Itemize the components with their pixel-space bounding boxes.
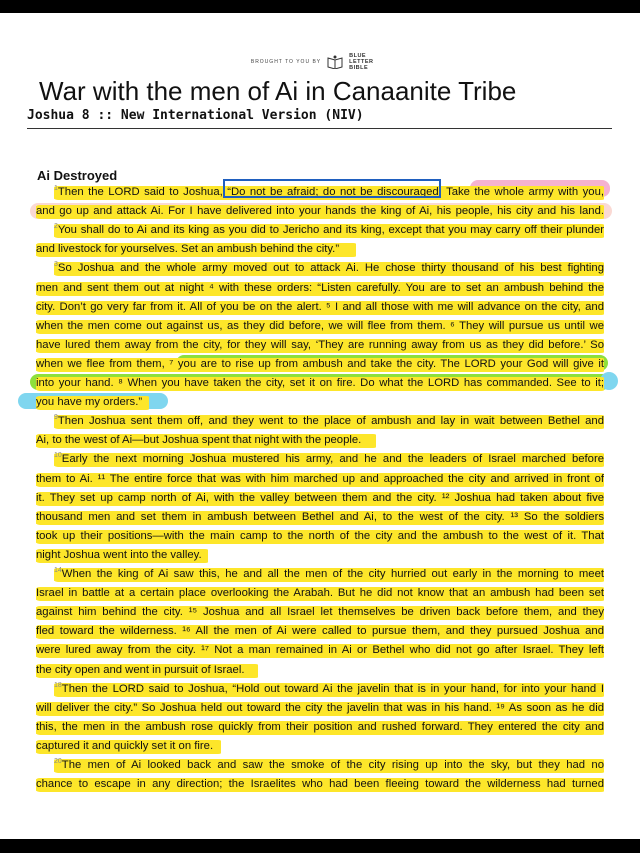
verse-text xyxy=(36,605,604,620)
verse-words: when we flee from them, ⁷ you are to rise up from ambush and take the city. The LORD your God will give it xyxy=(36,357,604,370)
verse-text xyxy=(54,758,604,773)
verse-words: Early the next morning Joshua mustered his army, and he and the leaders of Israel marched before xyxy=(61,453,604,466)
verse-line xyxy=(36,624,604,639)
verse-line xyxy=(36,739,221,754)
verse-line xyxy=(36,472,604,487)
verse-line xyxy=(36,643,604,658)
verse-words: Then the LORD said to Joshua, “Do not be afraid; do not be discouraged. Take the whole army with you, xyxy=(57,186,604,198)
verse-line xyxy=(36,357,604,372)
verse-text xyxy=(36,300,604,315)
verse-text xyxy=(36,491,604,506)
verse-line xyxy=(36,777,604,792)
verse-text xyxy=(36,357,604,372)
verse-words: When the king of Ai saw this, he and all the men of the city hurried out early in the morning to meet xyxy=(61,568,604,580)
verse-line xyxy=(36,395,149,410)
verse-words: you have my orders.” xyxy=(36,396,143,409)
verse-line xyxy=(36,605,604,620)
verse-line xyxy=(54,261,604,276)
verse-line xyxy=(36,433,376,448)
verse-words: against him behind the city. ¹⁵ Joshua and all Israel let themselves be driven back before them, and they xyxy=(36,606,604,619)
verse-line xyxy=(36,510,604,525)
verse-words: city. Don’t go very far from it. All of you be on the alert. ⁵ I and all those with me will advance on the city, and xyxy=(36,300,604,313)
page-title: War with the men of Ai in Canaanite Tribe xyxy=(39,76,517,106)
verse-text xyxy=(36,338,604,353)
verse-number: 10 xyxy=(54,452,62,460)
verse-words: and livestock for yourselves. Set an ambush behind the city.” xyxy=(36,243,340,256)
verse-line xyxy=(36,720,604,735)
verse-text xyxy=(54,223,604,238)
verse-text xyxy=(36,319,604,334)
verse-line xyxy=(36,663,258,678)
boxed-phrase-outline xyxy=(223,179,441,198)
verse-line xyxy=(36,529,604,544)
verse-words: have lured them away from the city, for they will say, ‘They are running away from us as they did before.’ So xyxy=(36,338,604,351)
verse-text xyxy=(54,682,604,697)
verse-line xyxy=(36,281,604,296)
verse-text xyxy=(36,510,604,525)
verse-words: So Joshua and the whole army moved out to attack Ai. He chose thirty thousand of his best fighting xyxy=(57,262,604,275)
verse-text xyxy=(36,663,258,678)
verse-text xyxy=(54,261,604,276)
verse-number: 2 xyxy=(54,223,58,231)
section-heading: Ai Destroyed xyxy=(37,168,118,183)
verse-text xyxy=(36,586,604,601)
verse-words: Then Joshua sent them off, and they went to the place of ambush and lay in wait between Bethel and xyxy=(57,415,604,428)
verse-number: 9 xyxy=(54,414,58,422)
verse-text xyxy=(36,204,604,219)
verse-words: You shall do to Ai and its king as you did to Jericho and its king, except that you may carry off their plunder xyxy=(57,224,604,237)
verse-words: were lured away from the city. ¹⁷ Not a man remained in Ai or Bethel who did not go after Israel. They left xyxy=(36,644,604,657)
verse-number: 3 xyxy=(54,261,58,269)
verse-line xyxy=(36,338,604,353)
verse-words: took up their positions—with the main camp to the north of the city and the ambush to the west of it. That xyxy=(36,529,604,542)
verse-text xyxy=(36,529,604,544)
verse-words: this, the men in the ambush rose quickly from their position and rushed forward. They entered the city and xyxy=(36,720,604,733)
verse-text xyxy=(36,548,208,563)
verse-number: 18 xyxy=(54,681,62,689)
verse-words: The men of Ai looked back and saw the smoke of the city rising up into the sky, but they had no xyxy=(61,759,604,771)
verse-words: night Joshua went into the valley. xyxy=(36,548,202,561)
verse-words: thousand men and set them in ambush between Bethel and Ai, to the west of the city. ¹³ So the soldiers xyxy=(36,510,604,523)
verse-text xyxy=(36,624,604,639)
verse-line xyxy=(36,319,604,334)
verse-text xyxy=(36,720,604,735)
verse-number: 1 xyxy=(54,185,58,192)
verse-line xyxy=(36,300,604,315)
verse-words: Ai, to the west of Ai—but Joshua spent that night with the people. xyxy=(36,434,362,447)
verse-line xyxy=(54,567,604,582)
verse-line xyxy=(36,548,208,563)
verse-text xyxy=(54,452,604,467)
verse-line xyxy=(54,414,604,429)
verse-words: captured it and quickly set it on fire. xyxy=(36,739,214,752)
verse-words: men and sent them out at night ⁴ with these orders: “Listen carefully. You are to set an ambush behind the xyxy=(36,281,604,294)
verse-words: it. They set up camp north of Ai, with the valley between them and the city. ¹² Joshua had taken about five xyxy=(36,491,604,504)
verse-text xyxy=(36,395,149,410)
verse-text xyxy=(36,472,604,487)
verse-words: into your hand. ⁸ When you have taken the city, set it on fire. Do what the LORD has commanded. See to it; xyxy=(36,377,604,389)
verse-line xyxy=(36,586,604,601)
verse-line xyxy=(54,682,604,697)
verse-line xyxy=(36,491,604,506)
verse-words: Then the LORD said to Joshua, “Hold out toward Ai the javelin that is in your hand, for into your hand I xyxy=(61,682,604,695)
verse-words: will deliver the city.” So Joshua held out toward the city the javelin that was in his hand. ¹⁹ As soon as he did xyxy=(36,701,604,714)
verse-text xyxy=(54,414,604,429)
verse-line xyxy=(36,701,604,716)
verse-text xyxy=(36,643,604,658)
verse-text xyxy=(54,567,604,582)
verse-line xyxy=(36,204,604,219)
verse-number: 14 xyxy=(54,567,62,574)
verse-text xyxy=(36,433,376,448)
verse-text xyxy=(36,242,356,257)
verse-text xyxy=(36,739,221,754)
verse-words: and go up and attack Ai. For I have delivered into your hands the king of Ai, his people, his city and his land. xyxy=(36,205,604,218)
chapter-subtitle: Joshua 8 :: New International Version (NIV) xyxy=(27,108,364,123)
verse-text xyxy=(36,281,604,296)
verse-number: 20 xyxy=(54,758,62,765)
verse-words: when the men come out against us, as they did before, we will flee from them. ⁶ They will pursue us until we xyxy=(36,319,604,332)
verse-words: fled toward the wilderness. ¹⁶ All the men of Ai were called to pursue them, and they pursued Joshua and xyxy=(36,625,604,638)
verse-line xyxy=(36,242,356,257)
verse-line xyxy=(54,758,604,773)
brand-name: BLUE LETTER BIBLE xyxy=(349,53,374,71)
verse-words: Israel in battle at a certain place overlooking the Arabah. But he did not know that an ambush had been set xyxy=(36,587,604,600)
verse-text xyxy=(36,701,604,716)
brand-tagline: BROUGHT TO YOU BY xyxy=(250,59,322,65)
verse-words: chance to escape in any direction; the Israelites who had been fleeing toward the wilderness had turned xyxy=(36,778,604,791)
verse-text xyxy=(36,376,604,391)
verse-line xyxy=(54,452,604,467)
verse-words: them to Ai. ¹¹ The entire force that was with him marched up and approached the city and arrived in front of xyxy=(36,472,604,485)
verse-text xyxy=(36,777,604,792)
verse-words: the city open and went in pursuit of Israel. xyxy=(36,663,245,676)
verse-line xyxy=(36,376,604,391)
verse-line xyxy=(54,223,604,238)
